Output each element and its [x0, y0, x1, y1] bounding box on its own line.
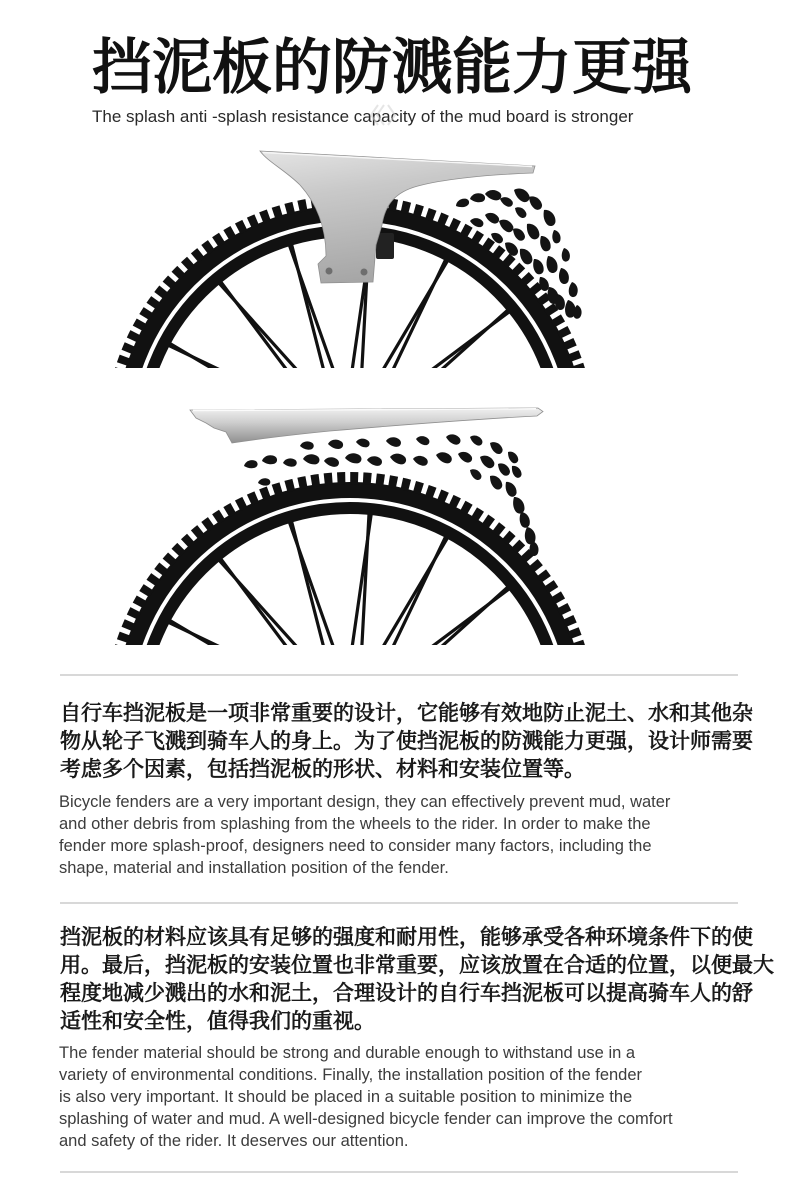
section-divider [60, 1171, 738, 1173]
angled-fender-wheel-illustration [0, 140, 800, 375]
text-line: 挡泥板的材料应该具有足够的强度和耐用性，能够承受各种环境条件下的使 [60, 925, 753, 949]
text-line: is also very important. It should be placed in a suitable position to minimize the [59, 1088, 633, 1106]
mud-splash-drop [496, 217, 515, 234]
mud-splash-drop [435, 450, 454, 464]
text-line: 程度地减少溅出的水和泥土，合理设计的自行车挡泥板可以提高骑车人的舒 [60, 981, 753, 1005]
mud-splash-drop [469, 192, 485, 204]
text-line: variety of environmental conditions. Finally, the installation position of the fender [59, 1066, 643, 1084]
mud-splash-drop [324, 457, 340, 468]
mud-splash-drop [257, 477, 270, 487]
text-line: 物从轮子飞溅到骑车人的身上。为了使挡泥板的防溅能力更强，设计师需要 [60, 729, 753, 753]
text-line: and safety of the rider. It deserves our attention. [59, 1132, 409, 1150]
text-line: Bicycle fenders are a very important design, they can effectively prevent mud, water [59, 793, 671, 811]
mud-splash-drop [543, 254, 561, 275]
mud-splash-drop [516, 246, 536, 267]
mud-splash-drop [550, 229, 563, 245]
mud-splash-drop [345, 453, 361, 463]
spoke [367, 537, 446, 650]
mud-splash-drop [511, 186, 532, 204]
page-title: 挡泥板的防溅能力更强 [92, 33, 692, 103]
mud-splash-drop [502, 239, 521, 257]
watermark-mark [366, 101, 400, 129]
mud-splash-drop [356, 438, 370, 448]
mud-splash-drop [567, 281, 579, 297]
text-line: and other debris from splashing from the wheels to the rider. In order to make the [59, 815, 651, 833]
mud-splash-drop [445, 433, 462, 446]
mud-splash-drop [283, 458, 297, 468]
mud-splash-drop [486, 473, 505, 492]
section-1-chinese-text [60, 699, 753, 783]
mud-splash-drop [367, 456, 383, 467]
text-line: splashing of water and mud. A well-designed bicycle fender can improve the comfort [59, 1110, 673, 1128]
mud-splash-drop [300, 441, 314, 451]
mud-splash-drop [477, 453, 496, 470]
page-subtitle: The splash anti -splash resistance capacity of the mud board is stronger [92, 107, 634, 126]
mud-splash-drop [469, 217, 484, 228]
mud-splash-drop [487, 439, 505, 455]
mud-splash-drop [483, 211, 500, 225]
mud-splash-drop [454, 197, 470, 210]
text-line: 自行车挡泥板是一项非常重要的设计，它能够有效地防止泥土、水和其他杂 [60, 701, 753, 725]
mud-splash-drop [415, 435, 430, 446]
mud-splash-drop [303, 454, 319, 464]
mud-splash-drop [509, 494, 527, 515]
section-2-english-text [59, 1042, 673, 1152]
text-line: 用。最后，挡泥板的安装位置也非常重要，应该放置在合适的位置，以便最大 [60, 953, 774, 977]
mount-hole [361, 269, 368, 276]
mud-splash-drop [389, 452, 407, 465]
mud-splash-drop [556, 266, 571, 285]
mud-splash-drop [495, 461, 513, 478]
mud-splash-drop [386, 437, 402, 448]
text-line: 考虑多个因素，包括挡泥板的形状、材料和安装位置等。 [60, 757, 585, 781]
mud-splash-drop [505, 449, 521, 465]
mud-splash-drop [468, 433, 484, 446]
mud-splash-drop [539, 207, 558, 228]
mud-splash-drop [456, 450, 473, 464]
spoke [169, 345, 333, 375]
spoke [170, 343, 327, 375]
mud-splash-drop [512, 205, 528, 220]
text-line: shape, material and installation position of the fender. [59, 859, 449, 877]
mud-splash-drop [560, 247, 572, 262]
mud-splash-drop [412, 455, 428, 467]
mud-splash-drop [485, 189, 502, 201]
spoke [292, 522, 337, 651]
text-line: fender more splash-proof, designers need to consider many factors, including the [59, 837, 652, 855]
text-line: 适性和安全性，值得我们的重视。 [60, 1009, 375, 1033]
flat-fender [190, 408, 543, 443]
spoke [367, 260, 446, 375]
mud-splash-drop [328, 440, 343, 449]
mount-hole [326, 268, 333, 275]
section-1-english-text [59, 791, 670, 879]
text-line: The fender material should be strong and durable enough to withstand use in a [59, 1044, 636, 1062]
mud-splash-drop [467, 467, 483, 482]
mud-splash-drop [243, 459, 258, 471]
flat-fender-wheel-illustration [0, 395, 800, 650]
section-2-chinese-text [60, 923, 774, 1035]
mud-splash-drop [261, 454, 277, 466]
section-divider [60, 674, 738, 676]
section-divider [60, 902, 738, 904]
mud-splash-drop [502, 479, 520, 498]
mud-splash-drop [523, 221, 543, 242]
mud-splash-drop [509, 463, 524, 479]
mud-splash-drop [522, 525, 538, 546]
